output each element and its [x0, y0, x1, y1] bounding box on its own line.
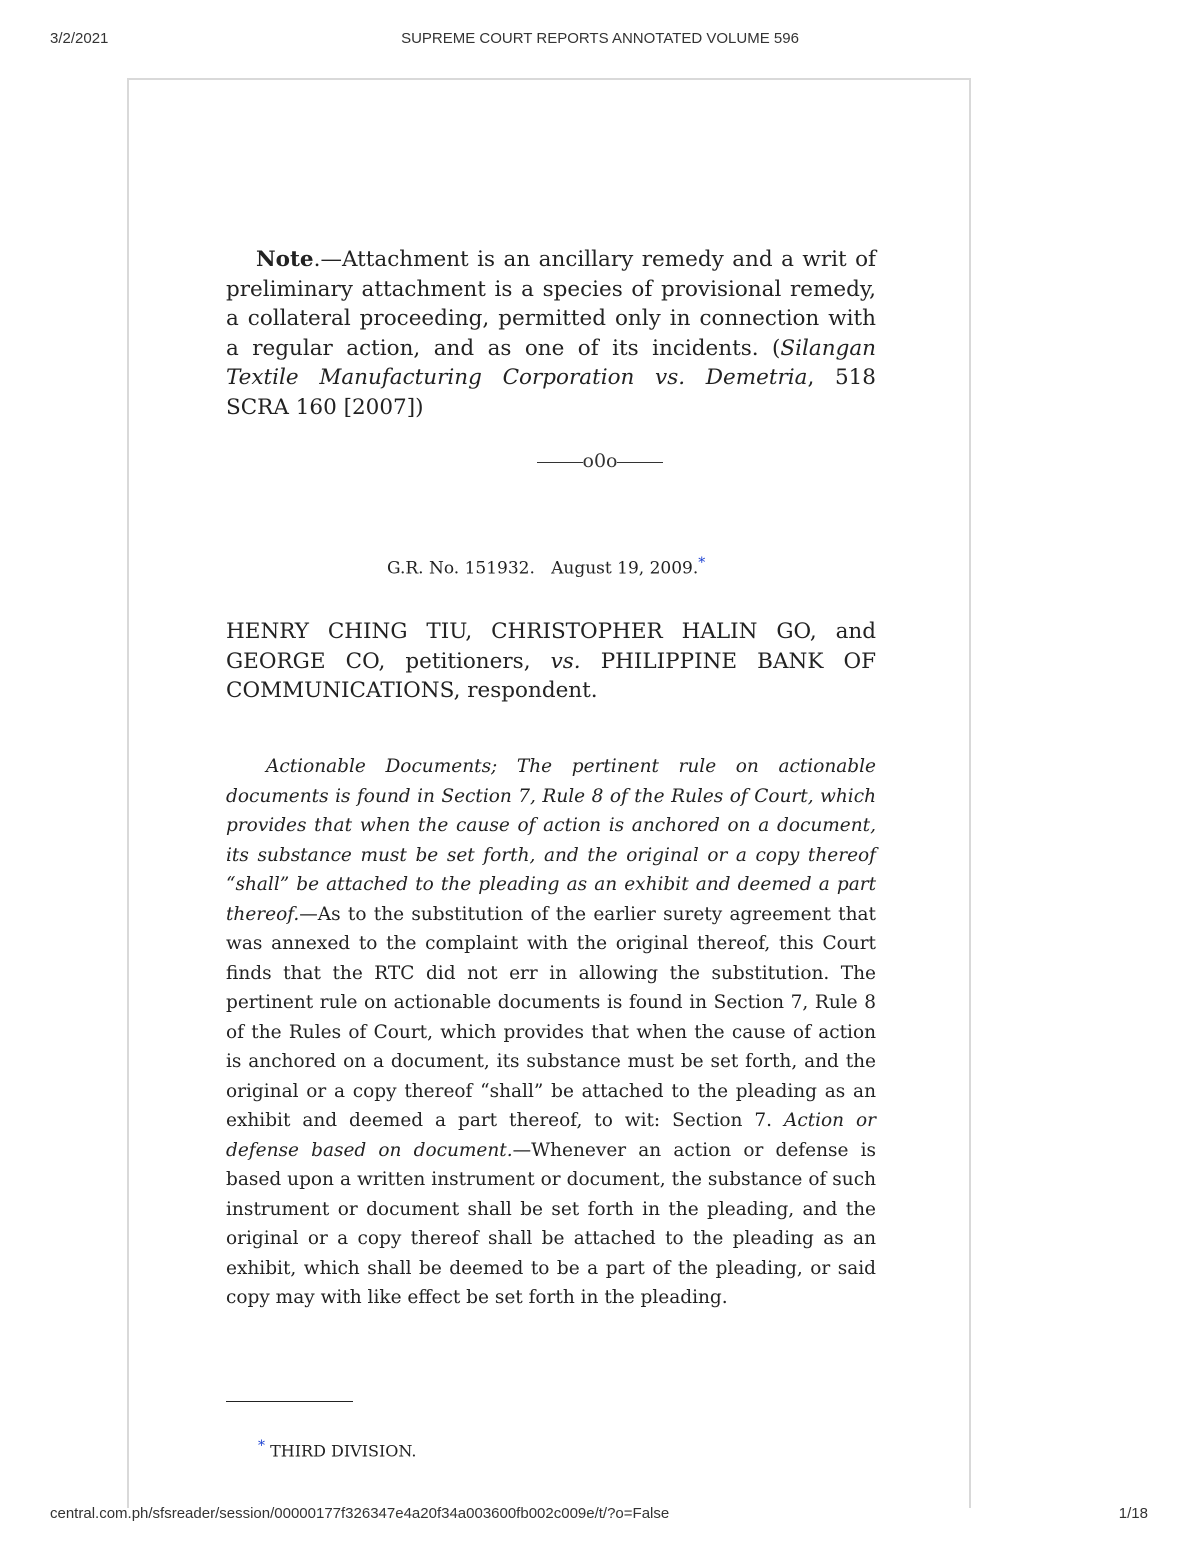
- footnote-link[interactable]: *: [698, 555, 706, 571]
- print-date: 3/2/2021: [50, 30, 109, 47]
- section-separator: o0o: [0, 450, 1200, 472]
- case-parties: HENRY CHING TIU, CHRISTOPHER HALIN GO, and GEORGE CO, petitioners, vs. PHILIPPINE BANK OF COMMUNICATIONS, respondent.: [226, 619, 876, 703]
- case-number-line: [387, 555, 705, 579]
- footnote-marker[interactable]: *: [258, 1438, 265, 1454]
- running-header-title: SUPREME COURT REPORTS ANNOTATED VOLUME 596: [401, 30, 799, 47]
- syllabus-paragraph: [226, 752, 876, 1313]
- decision-date: August 19, 2009.: [551, 558, 699, 579]
- case-note: [226, 245, 876, 422]
- gr-number: G.R. No. 151932.: [387, 558, 535, 579]
- note-citation: , 518 SCRA 160 [2007]): [226, 365, 876, 420]
- note-text: .—Attachment is an ancillary remedy and a writ of preliminary attachment is a species of provisional remedy, a collateral proceeding, permitted only in connection with a regular action, and as one of its incidents. (: [226, 247, 876, 361]
- footnote-text: THIRD DIVISION.: [265, 1441, 417, 1461]
- syllabus-body: —As to the substitution of the earlier surety agreement that was annexed to the complaint with the original thereof, this Court finds that the RTC did not err in allowing the substitution. The pertinent rule on actionable documents is found in Section 7, Rule 8 of the Rules of Court, which provides that when the cause of action is anchored on a document, its substance must be set forth, and the original or a copy thereof “shall” be attached to the pleading as an exhibit and deemed a part thereof, to wit: Section 7.: [226, 903, 876, 1131]
- section-title: Action or defense based on document.: [226, 1110, 876, 1161]
- note-case-title: Silangan Textile Manufacturing Corporation vs. Demetria: [226, 335, 876, 390]
- note-label: Note: [256, 247, 314, 272]
- page-number: 1/18: [1118, 1505, 1148, 1522]
- footer-url: central.com.ph/sfsreader/session/00000177f326347e4a20f34a003600fb002c009e/t/?o=False: [50, 1505, 670, 1522]
- syllabus-heading: Actionable Documents; The pertinent rule on actionable documents is found in Section 7, Rule 8 of the Rules of Court, which provides that when the cause of action is anchored on a document, its substance must be set forth, and the original or a copy thereof “shall” be attached to the pleading as an exhibit and deemed a part thereof.: [226, 756, 876, 925]
- footnote: [258, 1438, 416, 1460]
- section-text: —Whenever an action or defense is based upon a written instrument or document, the substance of such instrument or document shall be set forth in the pleading, and the original or a copy thereof shall be attached to the pleading as an exhibit, which shall be deemed to be a part of the pleading, or said copy may with like effect be set forth in the pleading.: [226, 1139, 876, 1308]
- footnote-divider: [226, 1401, 353, 1402]
